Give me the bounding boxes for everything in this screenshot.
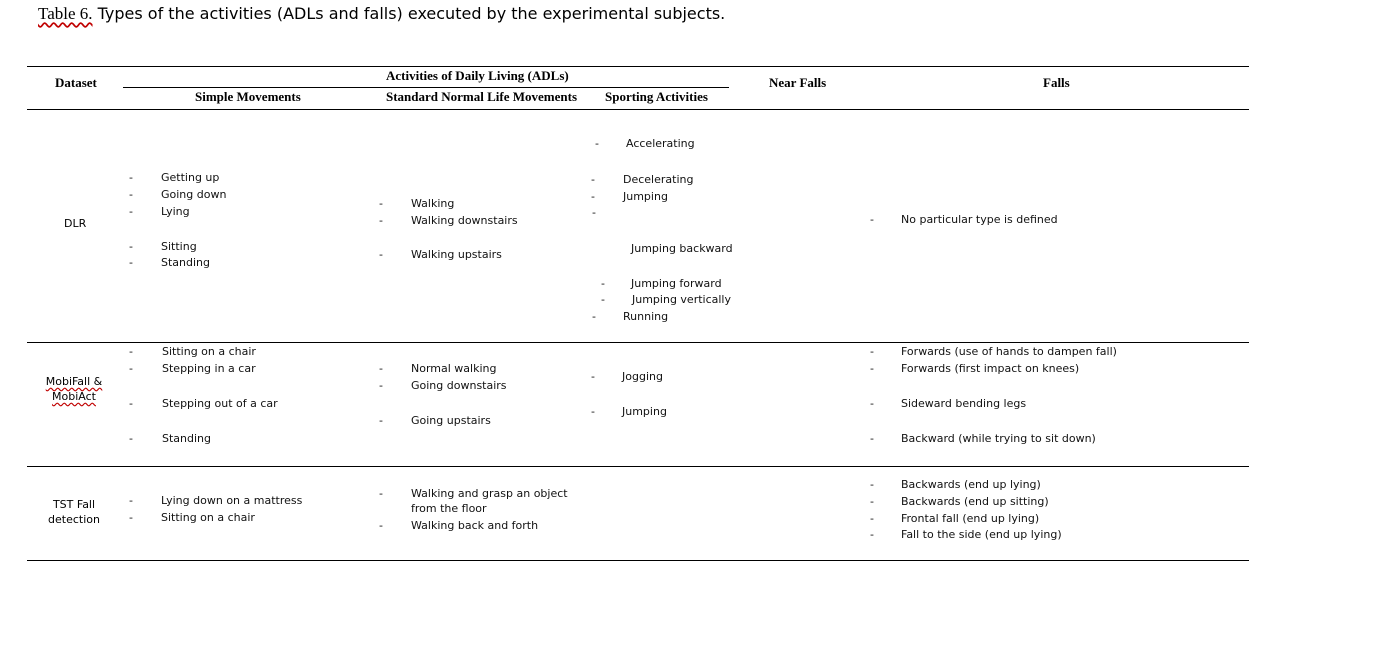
header-simple-movements: Simple Movements <box>195 89 301 104</box>
dataset-tst <box>38 497 110 527</box>
list-item: Sitting <box>161 240 197 253</box>
list-bullet: - <box>870 362 874 375</box>
list-bullet: - <box>379 487 383 500</box>
header-adl-group: Activities of Daily Living (ADLs) <box>386 68 569 83</box>
list-item: Stepping in a car <box>162 362 256 375</box>
list-bullet: - <box>870 495 874 508</box>
header-near-falls: Near Falls <box>769 75 827 90</box>
dataset-mobifall <box>38 374 110 404</box>
list-item: Sitting on a chair <box>162 345 256 358</box>
list-bullet: - <box>129 345 133 358</box>
list-bullet: - <box>379 362 383 375</box>
list-bullet: - <box>592 310 596 323</box>
list-bullet: - <box>129 188 133 201</box>
list-item: Going down <box>161 188 227 201</box>
adl-group-rule <box>123 87 729 88</box>
list-item: Fall to the side (end up lying) <box>901 528 1062 541</box>
list-item: Walking downstairs <box>411 214 518 227</box>
list-item: Forwards (use of hands to dampen fall) <box>901 345 1117 358</box>
list-item: Stepping out of a car <box>162 397 278 410</box>
dataset-dlr: DLR <box>64 217 87 230</box>
list-bullet: - <box>379 379 383 392</box>
table-bottom-rule <box>27 560 1249 561</box>
list-bullet: - <box>379 248 383 261</box>
list-bullet: - <box>870 345 874 358</box>
list-bullet: - <box>591 173 595 186</box>
list-bullet: - <box>591 190 595 203</box>
list-item: Walking <box>411 197 455 210</box>
list-bullet: - <box>129 362 133 375</box>
dataset-tst-line1: TST Fall <box>52 498 96 511</box>
list-bullet: - <box>129 432 133 445</box>
list-item: Normal walking <box>411 362 497 375</box>
list-item: Getting up <box>161 171 220 184</box>
list-item: Jumping <box>623 190 668 203</box>
row-separator-mobifall <box>27 466 1249 467</box>
list-bullet: - <box>601 293 605 306</box>
list-bullet: - <box>591 370 595 383</box>
list-bullet: - <box>129 205 133 218</box>
list-item: Going upstairs <box>411 414 491 427</box>
list-bullet: - <box>129 397 133 410</box>
list-bullet: - <box>129 171 133 184</box>
list-item: from the floor <box>411 502 487 515</box>
header-bottom-rule <box>27 109 1249 110</box>
list-item: Running <box>623 310 669 323</box>
list-item: No particular type is defined <box>901 213 1058 226</box>
list-bullet: - <box>379 519 383 532</box>
list-item: Sideward bending legs <box>901 397 1027 410</box>
list-item: Going downstairs <box>411 379 507 392</box>
list-item: Standing <box>162 432 212 445</box>
list-item: Sitting on a chair <box>161 511 255 524</box>
table-top-rule <box>27 66 1249 67</box>
list-bullet: - <box>379 214 383 227</box>
dataset-mobifall-line2: MobiAct <box>52 390 96 403</box>
list-bullet: - <box>129 511 133 524</box>
list-item: Forwards (first impact on knees) <box>901 362 1080 375</box>
list-bullet: - <box>591 405 595 418</box>
header-dataset: Dataset <box>55 75 97 90</box>
list-bullet: - <box>592 206 596 219</box>
header-sporting-activities: Sporting Activities <box>605 89 708 104</box>
list-bullet: - <box>129 494 133 507</box>
list-item: Walking upstairs <box>411 248 502 261</box>
list-bullet: - <box>379 414 383 427</box>
list-bullet: - <box>870 512 874 525</box>
list-item: Walking and grasp an object <box>411 487 568 500</box>
list-item: Backwards (end up lying) <box>901 478 1041 491</box>
row-separator-dlr <box>27 342 1249 343</box>
list-item: Backward (while trying to sit down) <box>901 432 1096 445</box>
list-item: Jumping backward <box>631 242 733 255</box>
list-item: Backwards (end up sitting) <box>901 495 1049 508</box>
table-caption-label: Table 6. <box>38 4 93 23</box>
list-bullet: - <box>129 256 133 269</box>
list-bullet: - <box>870 397 874 410</box>
list-item: Lying down on a mattress <box>161 494 303 507</box>
list-item: Jumping <box>622 405 667 418</box>
list-bullet: - <box>129 240 133 253</box>
list-item: Lying <box>161 205 190 218</box>
dataset-mobifall-line1: MobiFall & <box>45 375 103 388</box>
list-bullet: - <box>870 478 874 491</box>
table-caption <box>38 4 725 24</box>
list-bullet: - <box>601 277 605 290</box>
list-item: Frontal fall (end up lying) <box>901 512 1040 525</box>
list-item: Decelerating <box>623 173 694 186</box>
list-item: Walking back and forth <box>411 519 539 532</box>
list-bullet: - <box>870 432 874 445</box>
header-standard-movements: Standard Normal Life Movements <box>386 89 578 104</box>
list-item: Jogging <box>622 370 663 383</box>
header-falls: Falls <box>1043 75 1070 90</box>
list-item: Jumping forward <box>631 277 722 290</box>
list-item: Accelerating <box>626 137 695 150</box>
list-bullet: - <box>870 213 874 226</box>
list-item: Standing <box>161 256 211 269</box>
table-caption-text: Types of the activities (ADLs and falls) executed by the experimental subjects. <box>97 4 726 23</box>
dataset-tst-line2: detection <box>48 513 100 526</box>
list-bullet: - <box>379 197 383 210</box>
list-bullet: - <box>870 528 874 541</box>
list-item: Jumping vertically <box>632 293 731 306</box>
list-bullet: - <box>595 137 599 150</box>
